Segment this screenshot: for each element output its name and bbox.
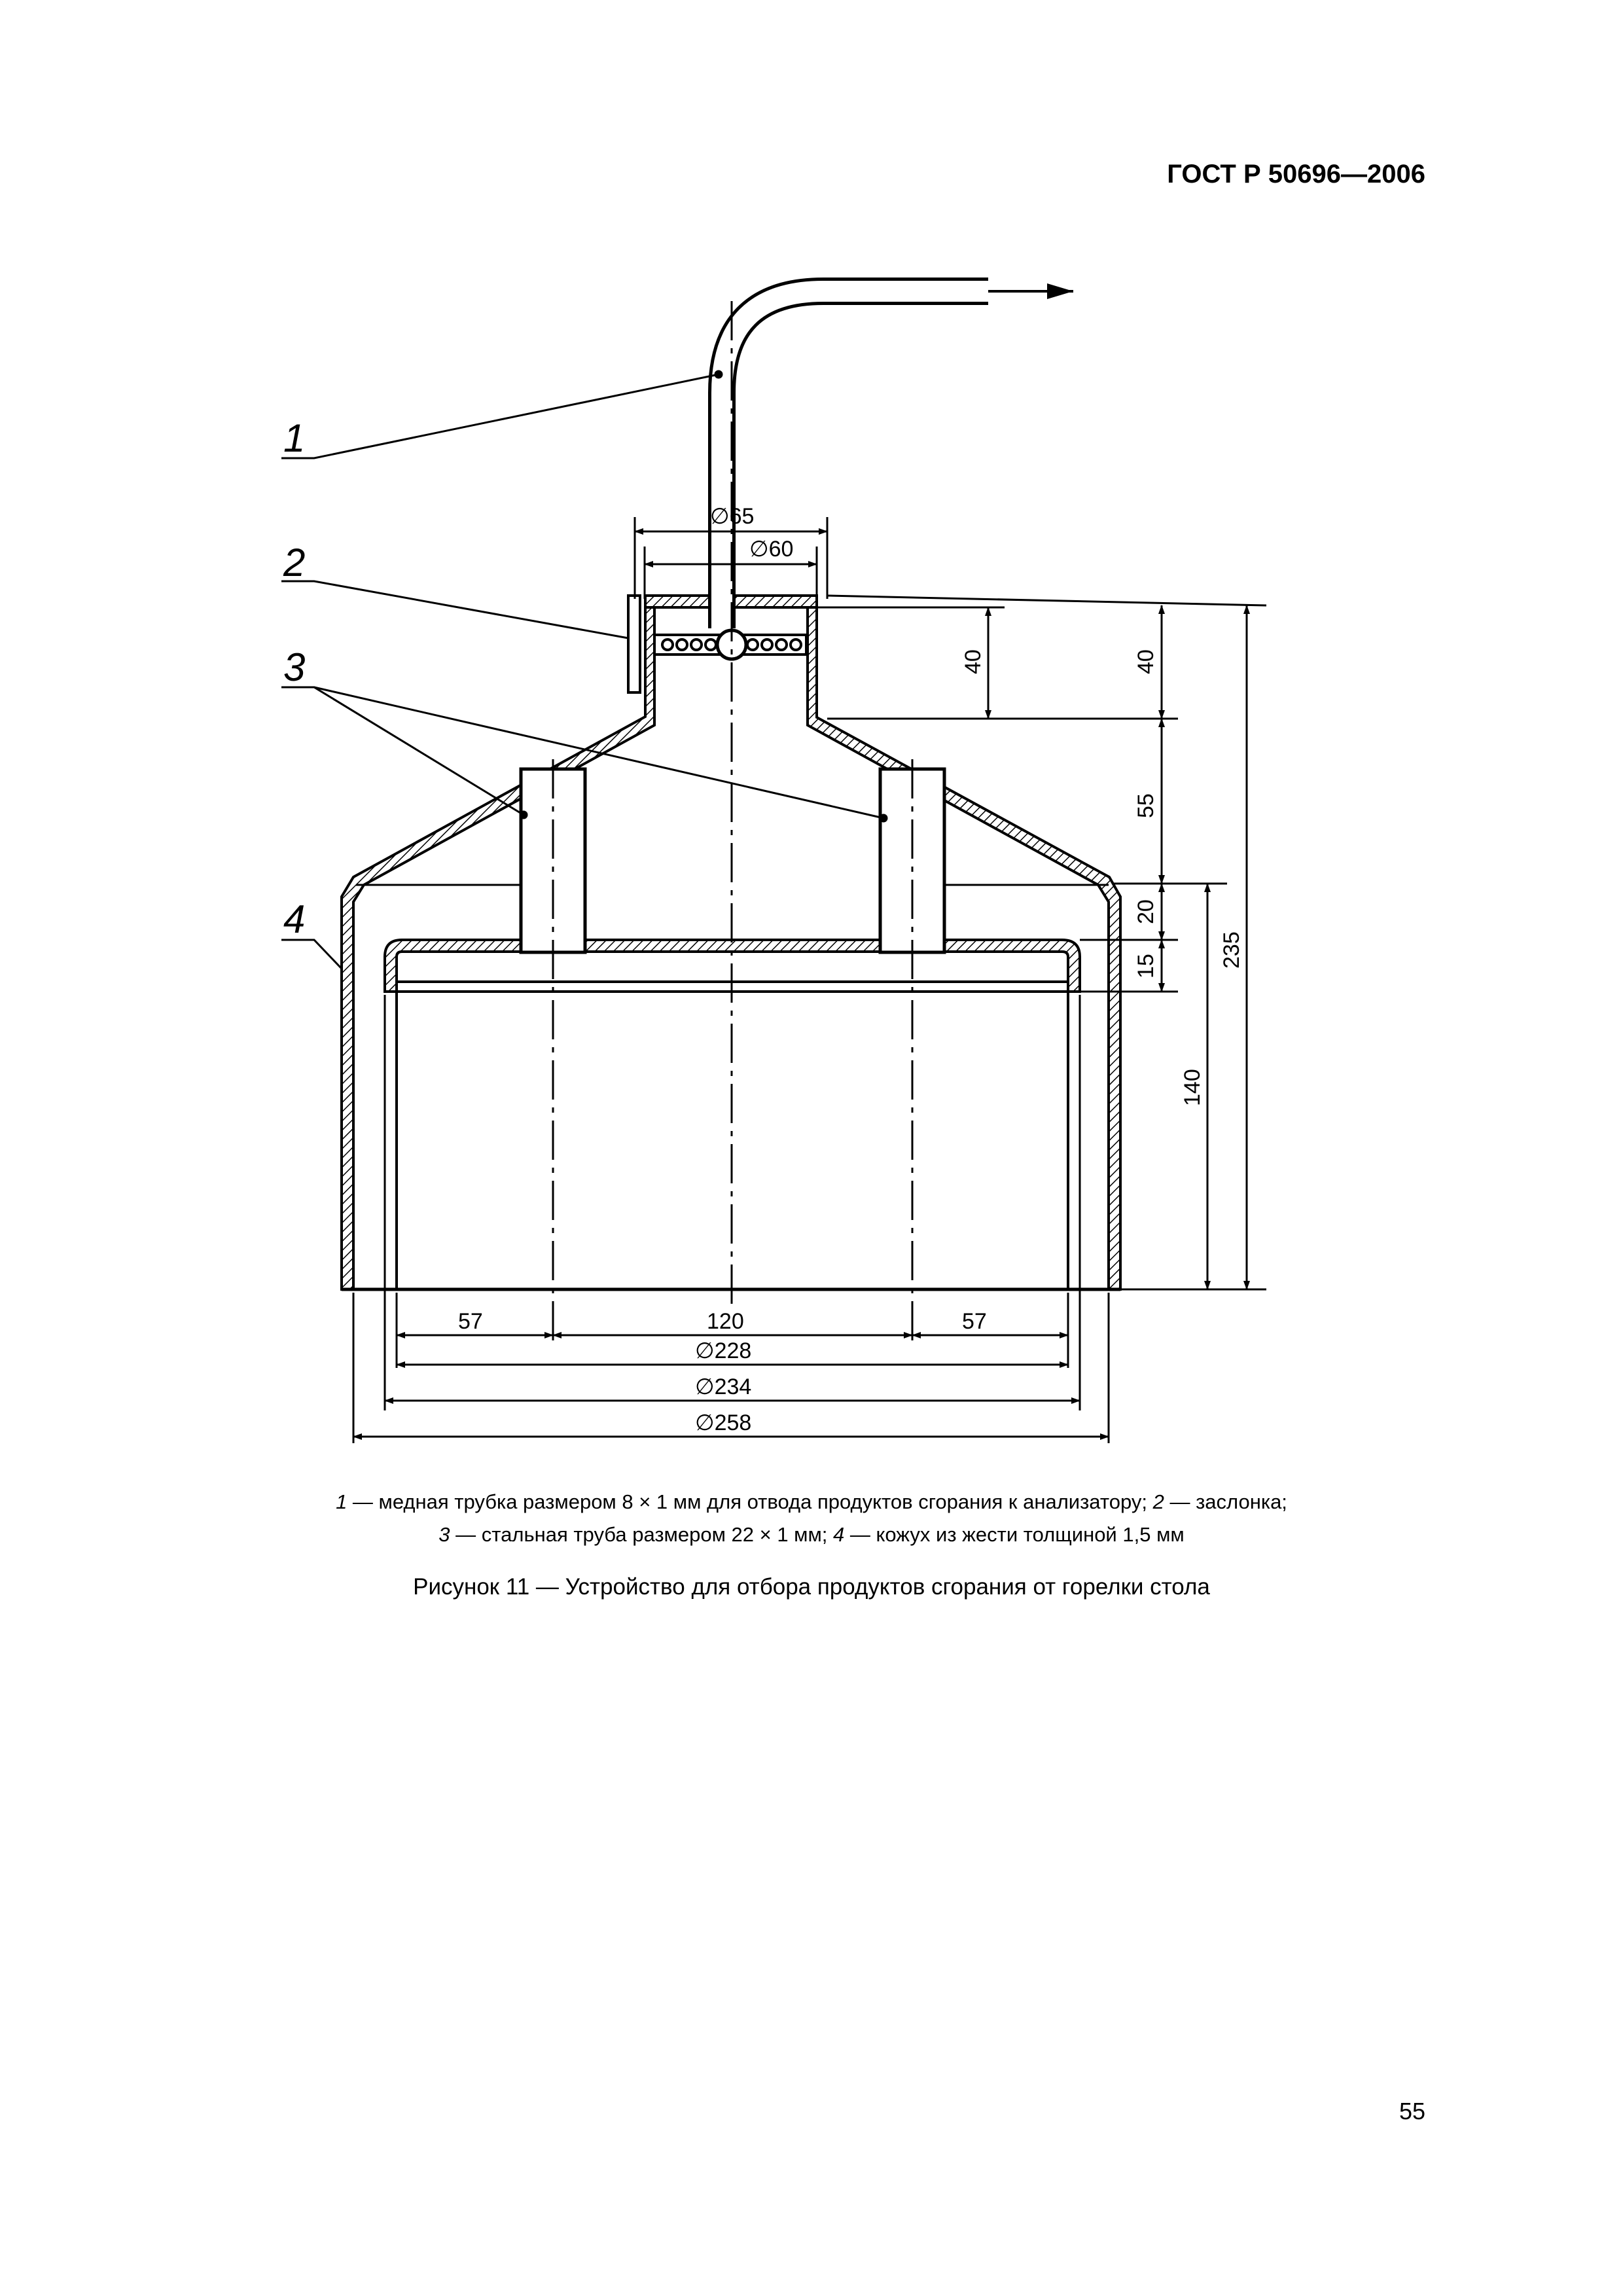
dim-w120: 120	[707, 1309, 744, 1334]
dim-h140: 140	[1180, 1069, 1205, 1106]
dim-h40: 40	[1133, 649, 1158, 674]
copper-tube	[722, 291, 1073, 628]
dim-d234: ∅234	[695, 1374, 752, 1399]
page-number: 55	[1399, 2098, 1425, 2125]
legend-text-1: — медная трубка размером 8 × 1 мм для отвода продуктов сгорания к анализатору;	[347, 1490, 1153, 1513]
dim-h235: 235	[1219, 931, 1244, 969]
legend-num-1: 1	[336, 1490, 348, 1513]
legend-num-2: 2	[1152, 1490, 1164, 1513]
dim-d228: ∅228	[695, 1338, 752, 1363]
dim-d258: ∅258	[695, 1410, 752, 1435]
figure-caption: Рисунок 11 — Устройство для отбора продуктов сгорания от горелки стола	[413, 1574, 1210, 1600]
legend-line-2	[164, 1518, 1459, 1551]
dim-w57-right: 57	[962, 1309, 987, 1334]
leader-label-3: 3	[283, 645, 306, 689]
leader-label-2: 2	[283, 541, 306, 584]
legend-text-3: — стальная труба размером 22 × 1 мм;	[450, 1523, 834, 1546]
dim-w57-left: 57	[458, 1309, 483, 1334]
legend-text-2: — заслонка;	[1164, 1490, 1287, 1513]
dim-d65: ∅65	[710, 504, 755, 529]
leader-label-1: 1	[283, 416, 306, 460]
dim-h55: 55	[1133, 793, 1158, 818]
document-header: ГОСТ Р 50696—2006	[1167, 160, 1425, 188]
dim-h15: 15	[1133, 954, 1158, 978]
legend-num-3: 3	[438, 1523, 450, 1546]
centerlines	[553, 301, 912, 1348]
leader-label-4: 4	[283, 897, 306, 941]
legend-num-4: 4	[833, 1523, 845, 1546]
dim-h40-inner: 40	[961, 649, 986, 674]
dim-h20: 20	[1133, 899, 1158, 924]
dim-d60: ∅60	[749, 537, 794, 562]
legend-line-1	[164, 1486, 1459, 1518]
legend-text-4: — кожух из жести толщиной 1,5 мм	[844, 1523, 1185, 1546]
